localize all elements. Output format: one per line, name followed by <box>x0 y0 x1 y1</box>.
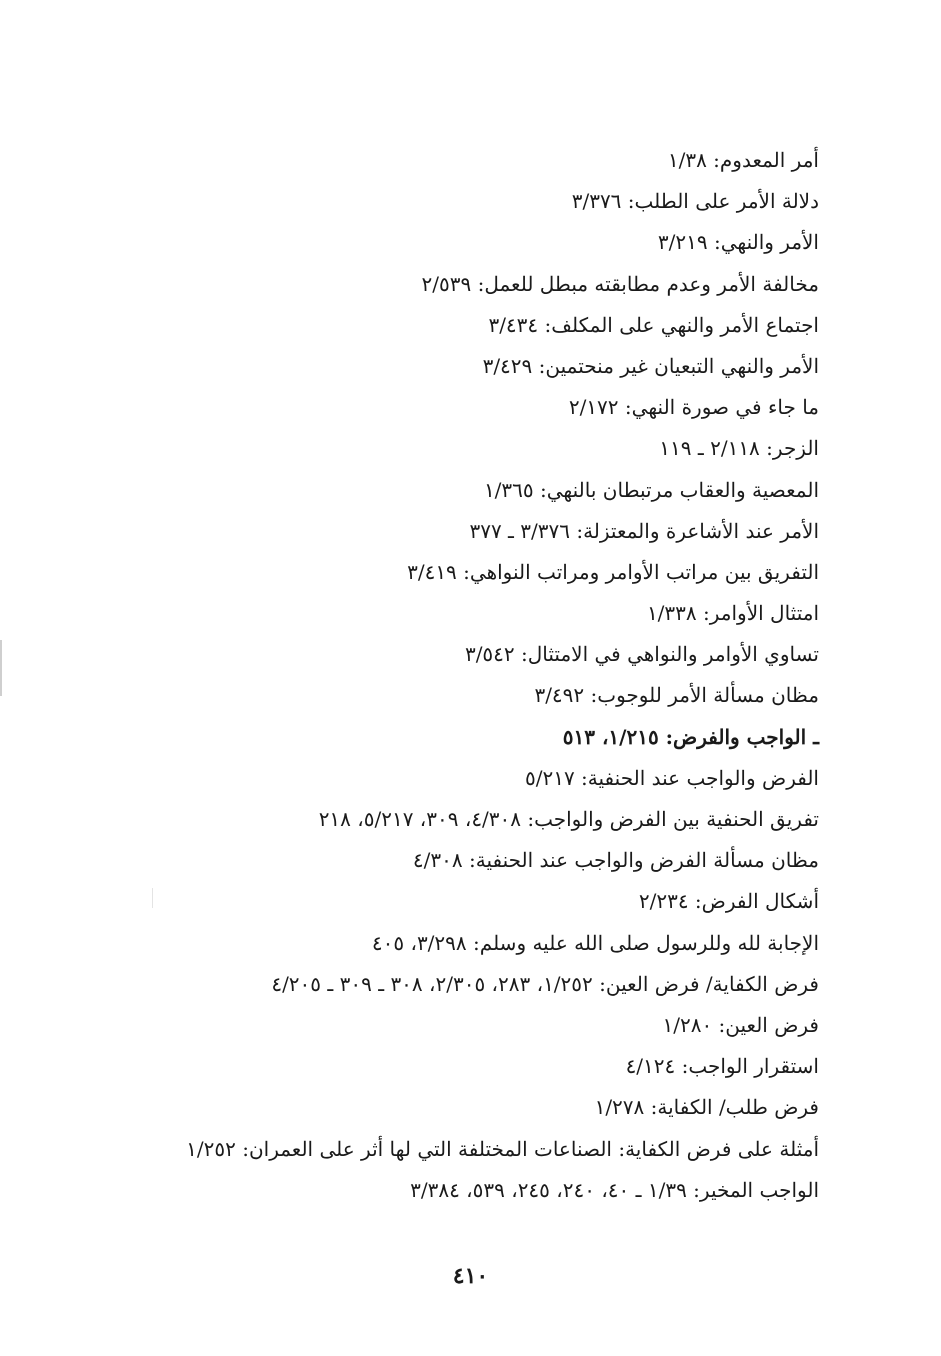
index-entry: أشكال الفرض: ٢/٢٣٤ <box>638 889 819 914</box>
index-entry: الفرض والواجب عند الحنفية: ٥/٢١٧ <box>524 765 819 790</box>
index-entry: دلالة الأمر على الطلب: ٣/٣٧٦ <box>571 189 819 214</box>
index-entry: الإجابة لله وللرسول صلى الله عليه وسلم: ٣/٢٩٨، ٤٠٥ <box>371 930 819 955</box>
index-entry: الواجب المخير: ١/٣٩ ـ ٤٠، ٢٤٠، ٢٤٥، ٥٣٩، ٣/٣٨٤ <box>410 1177 819 1202</box>
page-number: ٤١٠ <box>452 1263 489 1289</box>
index-entry: التفريق بين مراتب الأوامر ومراتب النواهي: ٣/٤١٩ <box>407 559 819 584</box>
index-heading: ـ الواجب والفرض: ١/٢١٥، ٥١٣ <box>562 724 819 749</box>
index-entry: فرض الكفاية/ فرض العين: ١/٢٥٢، ٢٨٣، ٢/٣٠٥، ٣٠٨ ـ ٣٠٩ ـ ٤/٢٠٥ <box>271 971 819 996</box>
index-entry: امتثال الأوامر: ١/٣٣٨ <box>646 601 819 626</box>
index-entry: الزجر: ٢/١١٨ ـ ١١٩ <box>659 436 819 461</box>
index-entry: تفريق الحنفية بين الفرض والواجب: ٤/٣٠٨، ٣٠٩، ٥/٢١٧، ٢١٨ <box>318 807 819 831</box>
index-entry: أمر المعدوم: ١/٣٨ <box>667 148 819 172</box>
index-entry: أمثلة على فرض الكفاية: الصناعات المختلفة التي لها أثر على العمران: ١/٢٥٢ <box>186 1136 819 1161</box>
index-entry: اجتماع الأمر والنهي على المكلف: ٣/٤٣٤ <box>488 312 819 337</box>
index-entry: مظان مسألة الفرض والواجب عند الحنفية: ٤/٣٠٨ <box>412 848 819 873</box>
index-entry: الأمر عند الأشاعرة والمعتزلة: ٣/٣٧٦ ـ ٣٧٧ <box>469 518 819 543</box>
index-entry: مخالفة الأمر وعدم مطابقته مبطل للعمل: ٢/٥٣٩ <box>421 271 819 296</box>
index-entry: فرض العين: ١/٢٨٠ <box>662 1012 819 1037</box>
index-entries-list <box>119 140 819 1211</box>
index-entry: استقرار الواجب: ٤/١٢٤ <box>625 1054 819 1079</box>
index-entry: مظان مسألة الأمر للوجوب: ٣/٤٩٢ <box>534 683 819 708</box>
index-entry: تساوي الأوامر والنواهي في الامتثال: ٣/٥٤٢ <box>464 642 819 667</box>
index-entry: ما جاء في صورة النهي: ٢/١٧٢ <box>568 395 819 420</box>
index-entry: الأمر والنهي التبعيان غير منحتمين: ٣/٤٢٩ <box>482 353 819 378</box>
index-entry: فرض طلب/ الكفاية: ١/٢٧٨ <box>594 1095 819 1120</box>
index-entry: المعصية والعقاب مرتبطان بالنهي: ١/٣٦٥ <box>483 477 819 502</box>
index-entry: الأمر والنهي: ٣/٢١٩ <box>657 230 819 255</box>
scan-edge-mark <box>0 640 2 696</box>
